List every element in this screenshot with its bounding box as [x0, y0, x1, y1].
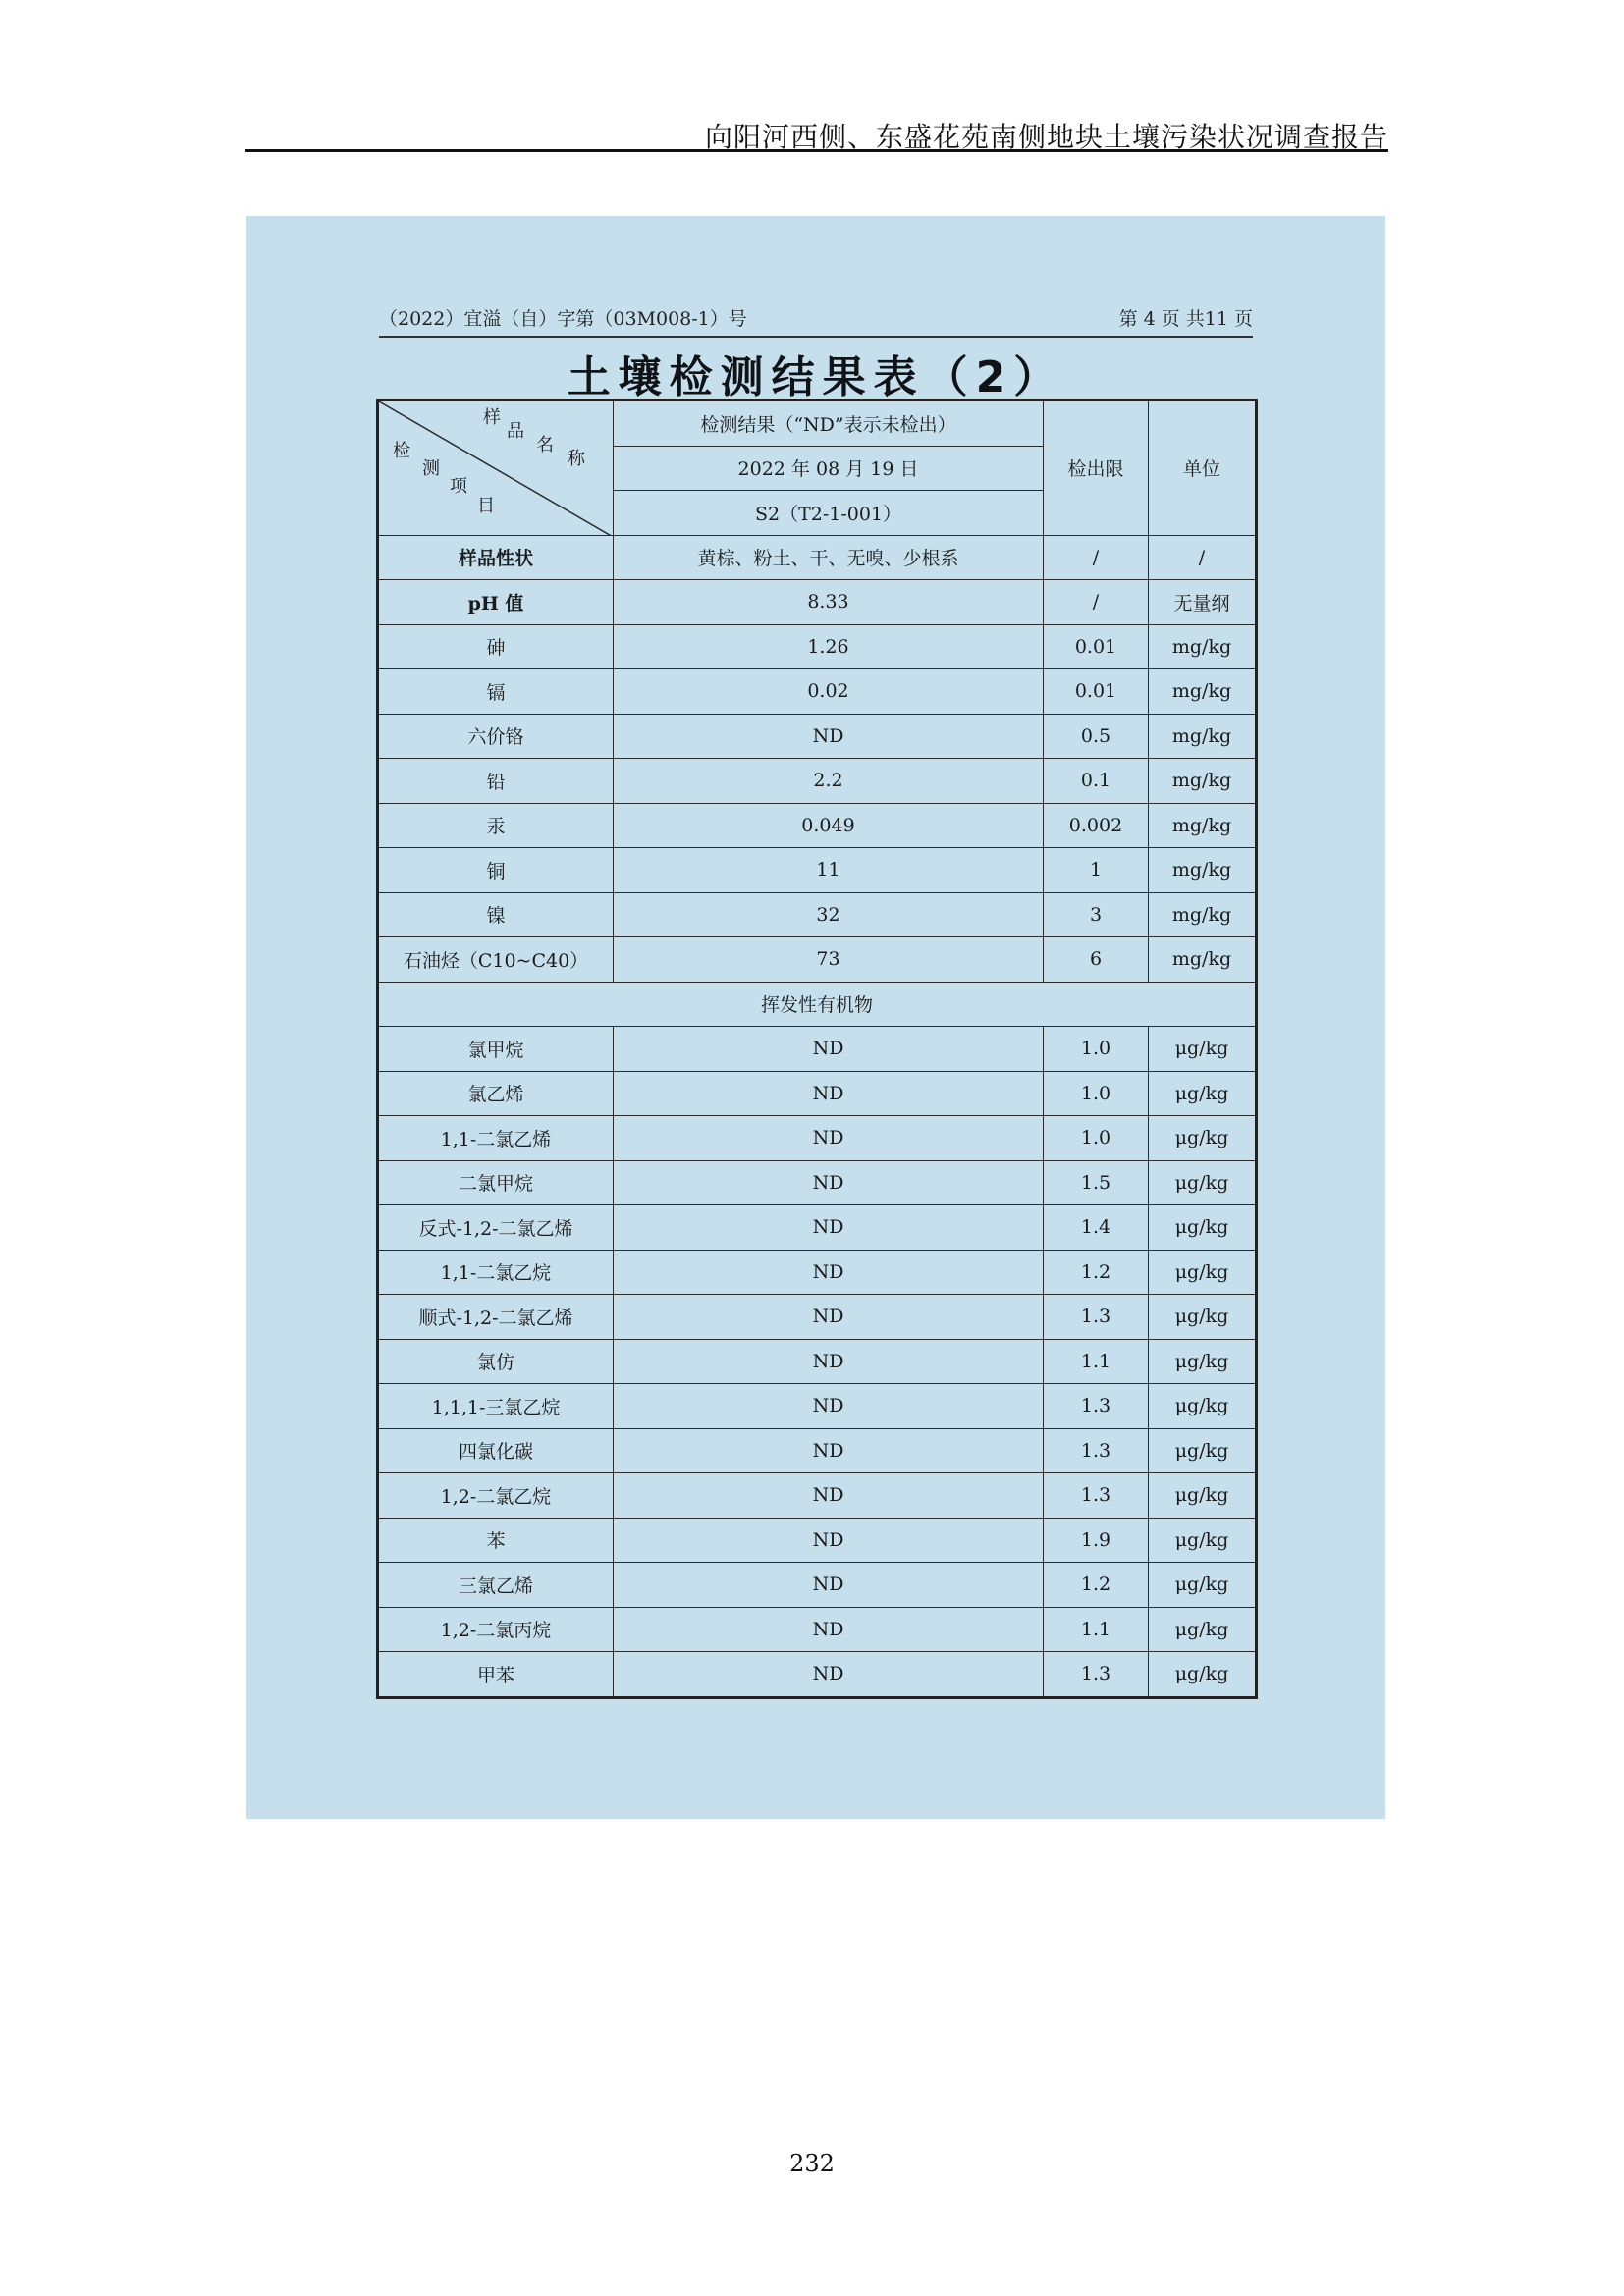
- result-cell: 73: [614, 937, 1044, 983]
- limit-cell: 1.9: [1044, 1518, 1149, 1563]
- result-cell: ND: [614, 714, 1044, 759]
- unit-cell: μg/kg: [1149, 1027, 1257, 1072]
- limit-cell: 0.1: [1044, 759, 1149, 804]
- unit-cell: mg/kg: [1149, 848, 1257, 893]
- limit-cell: 1: [1044, 848, 1149, 893]
- result-cell: ND: [614, 1563, 1044, 1608]
- result-cell: 1.26: [614, 624, 1044, 669]
- table-row: [378, 759, 1257, 804]
- limit-cell: 1.5: [1044, 1160, 1149, 1205]
- table-row: [378, 1339, 1257, 1384]
- unit-cell: μg/kg: [1149, 1250, 1257, 1295]
- table-row: [378, 580, 1257, 625]
- result-cell: ND: [614, 1339, 1044, 1384]
- header-rule: [245, 149, 1388, 152]
- table-row: [378, 714, 1257, 759]
- item-cell: 石油烃（C10~C40）: [378, 937, 614, 983]
- item-cell: 顺式-1,2-二氯乙烯: [378, 1295, 614, 1340]
- limit-cell: 1.2: [1044, 1250, 1149, 1295]
- result-cell: ND: [614, 1384, 1044, 1429]
- table-row: [378, 848, 1257, 893]
- result-cell: 32: [614, 892, 1044, 937]
- limit-cell: 1.3: [1044, 1473, 1149, 1519]
- corner-item-char: 测: [422, 458, 440, 479]
- table-row: [378, 1473, 1257, 1519]
- limit-cell: 1.4: [1044, 1205, 1149, 1251]
- result-cell: 11: [614, 848, 1044, 893]
- limit-cell: 1.3: [1044, 1384, 1149, 1429]
- corner-item-char: 目: [477, 496, 495, 516]
- page-number: 232: [789, 2150, 835, 2177]
- item-cell: 氯甲烷: [378, 1027, 614, 1072]
- result-cell: ND: [614, 1295, 1044, 1340]
- corner-sample-char: 样: [483, 407, 501, 428]
- corner-item-char: 项: [450, 476, 467, 497]
- item-cell: 1,1,1-三氯乙烷: [378, 1384, 614, 1429]
- result-cell: ND: [614, 1116, 1044, 1161]
- item-cell: 样品性状: [378, 535, 614, 580]
- table-row: [378, 1518, 1257, 1563]
- table-row: [378, 1027, 1257, 1072]
- table-row: [378, 669, 1257, 715]
- table-row: [378, 1205, 1257, 1251]
- limit-cell: 1.1: [1044, 1607, 1149, 1652]
- table-row: [378, 1116, 1257, 1161]
- item-cell: 镉: [378, 669, 614, 715]
- unit-cell: μg/kg: [1149, 1384, 1257, 1429]
- item-cell: pH 值: [378, 580, 614, 625]
- unit-cell: mg/kg: [1149, 937, 1257, 983]
- table-row: [378, 1652, 1257, 1698]
- result-caption-cell: 检测结果（“ND”表示未检出）: [614, 400, 1044, 447]
- limit-cell: 1.3: [1044, 1652, 1149, 1698]
- table-row: [378, 535, 1257, 580]
- item-cell: 镍: [378, 892, 614, 937]
- unit-cell: μg/kg: [1149, 1071, 1257, 1116]
- unit-cell: mg/kg: [1149, 669, 1257, 715]
- unit-cell: μg/kg: [1149, 1205, 1257, 1251]
- limit-cell: 1.0: [1044, 1116, 1149, 1161]
- unit-cell: 无量纲: [1149, 580, 1257, 625]
- table-row: [378, 803, 1257, 848]
- limit-header-cell: 检出限: [1044, 400, 1149, 536]
- item-cell: 甲苯: [378, 1652, 614, 1698]
- result-cell: ND: [614, 1518, 1044, 1563]
- table-row: [378, 1295, 1257, 1340]
- item-cell: 砷: [378, 624, 614, 669]
- section-label-cell: 挥发性有机物: [378, 982, 1257, 1027]
- item-cell: 铜: [378, 848, 614, 893]
- result-cell: ND: [614, 1607, 1044, 1652]
- diagonal-header-cell: [378, 400, 614, 536]
- item-cell: 汞: [378, 803, 614, 848]
- limit-cell: 0.5: [1044, 714, 1149, 759]
- limit-cell: 1.0: [1044, 1027, 1149, 1072]
- table-row: [378, 1250, 1257, 1295]
- limit-cell: 1.3: [1044, 1428, 1149, 1473]
- unit-header-cell: 单位: [1149, 400, 1257, 536]
- unit-cell: μg/kg: [1149, 1518, 1257, 1563]
- table-row: [378, 1428, 1257, 1473]
- item-cell: 三氯乙烯: [378, 1563, 614, 1608]
- item-cell: 1,2-二氯乙烷: [378, 1473, 614, 1519]
- table-row: [378, 892, 1257, 937]
- unit-cell: μg/kg: [1149, 1116, 1257, 1161]
- sampling-date-cell: 2022 年 08 月 19 日: [614, 446, 1044, 491]
- item-cell: 苯: [378, 1518, 614, 1563]
- running-header: 向阳河西侧、东盛花苑南侧地块土壤污染状况调查报告: [704, 121, 1388, 153]
- unit-cell: μg/kg: [1149, 1652, 1257, 1698]
- limit-cell: 0.002: [1044, 803, 1149, 848]
- item-cell: 铅: [378, 759, 614, 804]
- unit-cell: mg/kg: [1149, 759, 1257, 804]
- result-cell: ND: [614, 1473, 1044, 1519]
- result-cell: ND: [614, 1250, 1044, 1295]
- limit-cell: 6: [1044, 937, 1149, 983]
- section-row: [378, 982, 1257, 1027]
- result-cell: ND: [614, 1205, 1044, 1251]
- item-cell: 二氯甲烷: [378, 1160, 614, 1205]
- item-cell: 1,1-二氯乙烷: [378, 1250, 614, 1295]
- item-cell: 四氯化碳: [378, 1428, 614, 1473]
- limit-cell: 3: [1044, 892, 1149, 937]
- table-row: [378, 624, 1257, 669]
- table-row: [378, 937, 1257, 983]
- unit-cell: μg/kg: [1149, 1607, 1257, 1652]
- unit-cell: /: [1149, 535, 1257, 580]
- document-meta-line: [379, 300, 1253, 338]
- limit-cell: /: [1044, 535, 1149, 580]
- result-cell: 2.2: [614, 759, 1044, 804]
- unit-cell: μg/kg: [1149, 1473, 1257, 1519]
- limit-cell: 0.01: [1044, 624, 1149, 669]
- table-row: [378, 1563, 1257, 1608]
- result-cell: ND: [614, 1071, 1044, 1116]
- corner-sample-char: 品: [507, 421, 524, 442]
- limit-cell: 1.1: [1044, 1339, 1149, 1384]
- result-cell: ND: [614, 1652, 1044, 1698]
- table-row: [378, 1384, 1257, 1429]
- result-cell: 黄棕、粉土、干、无嗅、少根系: [614, 535, 1044, 580]
- soil-results-table: [376, 399, 1258, 1699]
- result-cell: ND: [614, 1428, 1044, 1473]
- page-info: 第 4 页 共11 页: [1118, 308, 1253, 330]
- result-cell: 0.02: [614, 669, 1044, 715]
- document-number: （2022）宜溢（自）字第（03M008-1）号: [379, 308, 747, 330]
- unit-cell: mg/kg: [1149, 714, 1257, 759]
- corner-sample-char: 称: [568, 449, 585, 469]
- item-cell: 六价铬: [378, 714, 614, 759]
- unit-cell: mg/kg: [1149, 624, 1257, 669]
- unit-cell: μg/kg: [1149, 1428, 1257, 1473]
- item-cell: 反式-1,2-二氯乙烯: [378, 1205, 614, 1251]
- table-row: [378, 1607, 1257, 1652]
- unit-cell: mg/kg: [1149, 892, 1257, 937]
- result-cell: 8.33: [614, 580, 1044, 625]
- limit-cell: 1.3: [1044, 1295, 1149, 1340]
- unit-cell: μg/kg: [1149, 1563, 1257, 1608]
- unit-cell: μg/kg: [1149, 1295, 1257, 1340]
- item-cell: 1,2-二氯丙烷: [378, 1607, 614, 1652]
- result-cell: ND: [614, 1027, 1044, 1072]
- item-cell: 氯乙烯: [378, 1071, 614, 1116]
- limit-cell: 1.0: [1044, 1071, 1149, 1116]
- item-cell: 氯仿: [378, 1339, 614, 1384]
- table-row: [378, 1071, 1257, 1116]
- limit-cell: 0.01: [1044, 669, 1149, 715]
- unit-cell: mg/kg: [1149, 803, 1257, 848]
- result-cell: ND: [614, 1160, 1044, 1205]
- table-row: [378, 1160, 1257, 1205]
- corner-sample-char: 名: [536, 435, 554, 455]
- corner-item-char: 检: [393, 441, 410, 461]
- table-title: 土壤检测结果表（2）: [567, 352, 1065, 402]
- unit-cell: μg/kg: [1149, 1339, 1257, 1384]
- unit-cell: μg/kg: [1149, 1160, 1257, 1205]
- result-cell: 0.049: [614, 803, 1044, 848]
- limit-cell: /: [1044, 580, 1149, 625]
- scanned-report-page: [246, 216, 1385, 1819]
- sample-id-cell: S2（T2-1-001）: [614, 491, 1044, 536]
- limit-cell: 1.2: [1044, 1563, 1149, 1608]
- item-cell: 1,1-二氯乙烯: [378, 1116, 614, 1161]
